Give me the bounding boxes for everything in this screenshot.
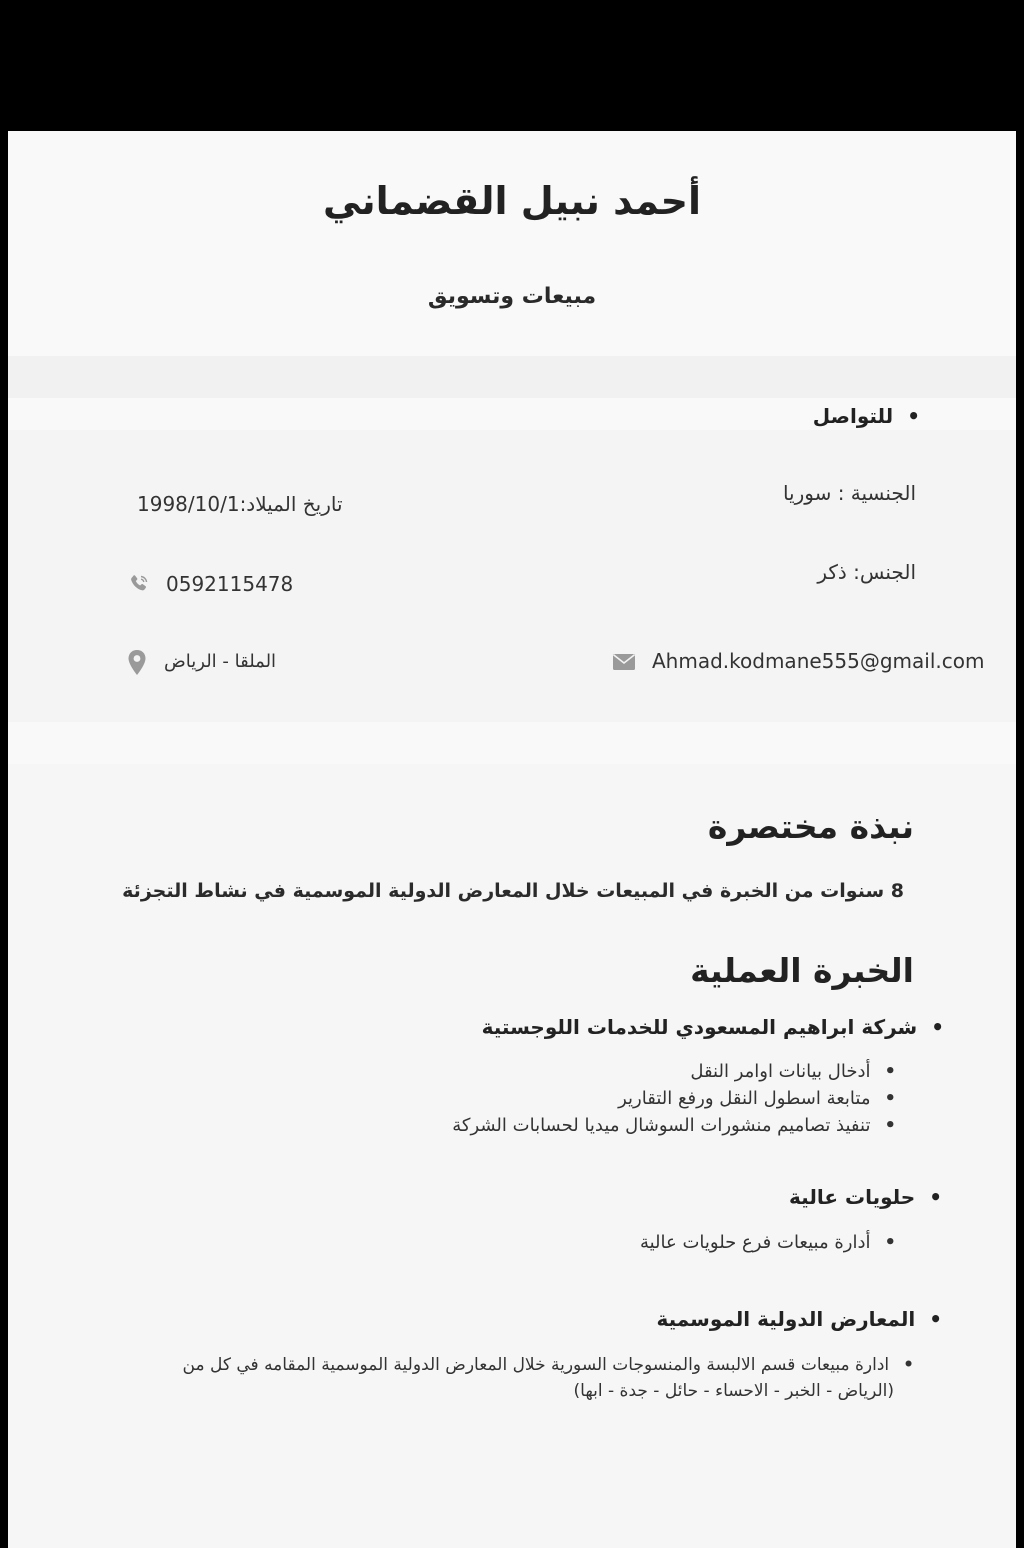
job-task-continuation: (الرياض - الخبر - الاحساء - حائل - جدة - ابها)	[573, 1381, 894, 1401]
email-address[interactable]: Ahmad.kodmane555@gmail.com	[652, 649, 985, 673]
job-task: • أدخال بيانات اوامر النقل	[690, 1061, 896, 1082]
header-band	[8, 131, 1016, 356]
summary-title: نبذة مختصرة	[707, 807, 914, 846]
summary-text: 8 سنوات من الخبرة في المبيعات خلال المعارض الدولية الموسمية في نشاط التجزئة	[122, 880, 904, 902]
job-company: • حلويات عالية	[789, 1185, 942, 1209]
phone-number[interactable]: 0592115478	[166, 572, 294, 596]
full-name: أحمد نبيل القضماني	[322, 179, 702, 223]
nationality: الجنسية : سوريا	[782, 481, 916, 505]
phone-icon	[127, 572, 151, 596]
envelope-icon	[612, 653, 636, 671]
gender: الجنس: ذكر	[817, 560, 916, 584]
location-pin-icon	[127, 649, 147, 677]
job-company: • شركة ابراهيم المسعودي للخدمات اللوجستية	[482, 1015, 944, 1039]
experience-title: الخبرة العملية	[690, 951, 914, 990]
birth-date: تاريخ الميلاد:1998/10/1	[137, 492, 343, 516]
resume-page	[8, 131, 1016, 1548]
divider-band	[8, 356, 1016, 398]
job-task: • أدارة مبيعات فرع حلويات عالية	[640, 1232, 896, 1253]
job-company: • المعارض الدولية الموسمية	[656, 1307, 942, 1331]
divider-band	[8, 722, 1016, 764]
job-task: • متابعة اسطول النقل ورفع التقارير	[618, 1088, 896, 1109]
contact-title: • للتواصل	[813, 404, 920, 428]
job-task: • ادارة مبيعات قسم الالبسة والمنسوجات السورية خلال المعارض الدولية الموسمية المقامه في كل من	[183, 1355, 914, 1375]
job-task: • تنفيذ تصاميم منشورات السوشال ميديا لحسابات الشركة	[452, 1115, 896, 1136]
job-role: مبيعات وتسويق	[427, 284, 597, 309]
location: الملقا - الرياض	[164, 651, 277, 672]
